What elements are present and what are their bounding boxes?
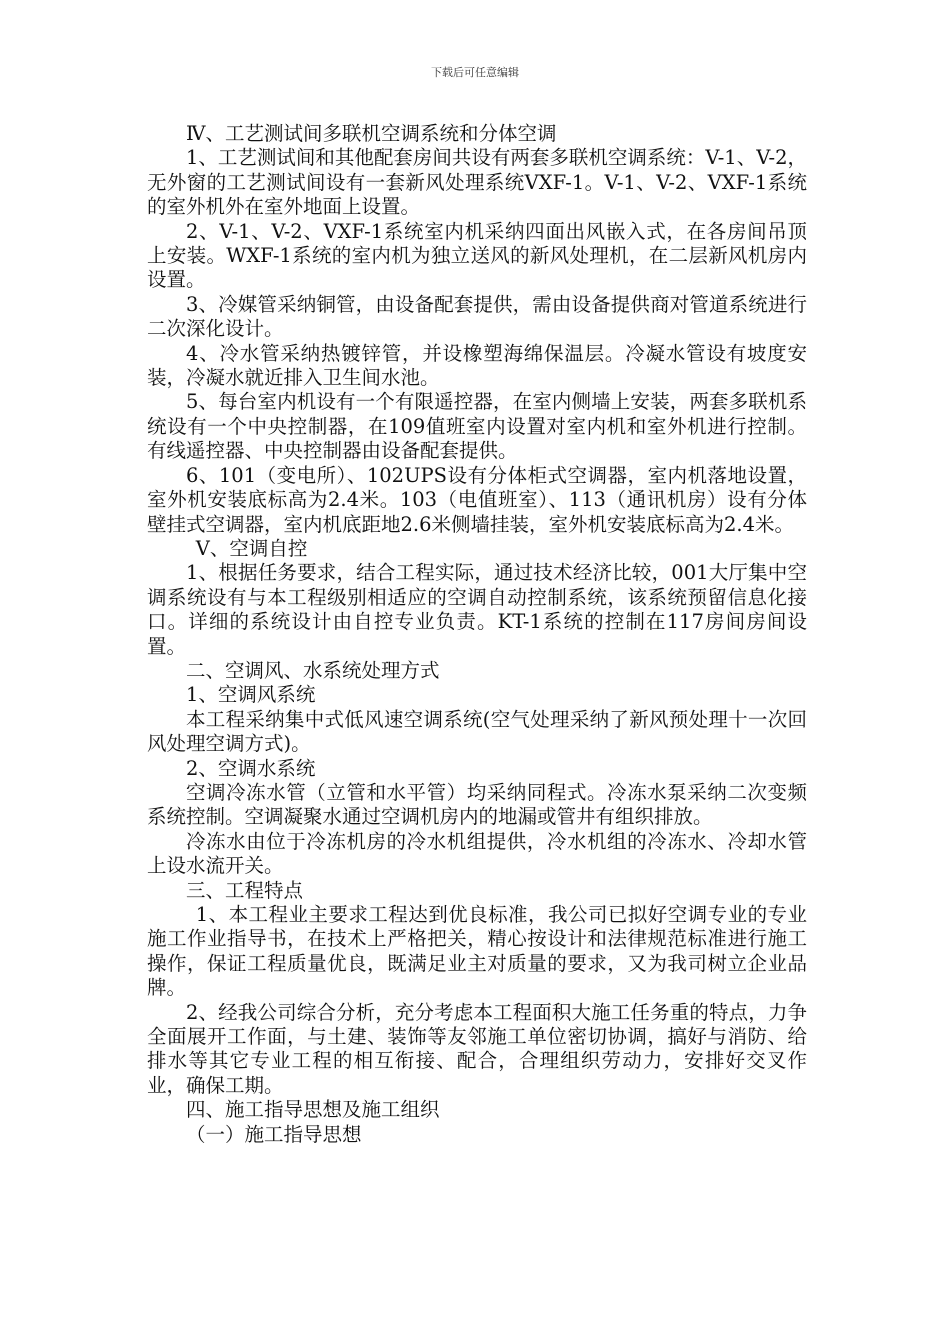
paragraph: 空调冷冻水管（立管和水平管）均采纳同程式。冷冻水泵采纳二次变频系统控制。空调凝聚水通过空调机房内的地漏或管井有组织排放。 bbox=[147, 780, 807, 829]
document-body bbox=[147, 122, 807, 1147]
paragraph: 1、本工程业主要求工程达到优良标准，我公司已拟好空调专业的专业施工作业指导书，在技术上严格把关，精心按设计和法律规范标准进行施工操作，保证工程质量优良，既满足业主对质量的要求，又为我司树立企业品牌。 bbox=[147, 903, 807, 1000]
subsection-heading: （一）施工指导思想 bbox=[186, 1122, 362, 1146]
paragraph: 4、冷水管采纳热镀锌管，并设橡塑海绵保温层。冷凝水管设有坡度安装，冷凝水就近排入卫生间水池。 bbox=[147, 341, 807, 390]
paragraph: 2、V-1、V-2、VXF-1系统室内机采纳四面出风嵌入式，在各房间吊顶上安装。WXF-1系统的室内机为独立送风的新风处理机，在二层新风机房内设置。 bbox=[147, 219, 807, 292]
paragraph: 本工程采纳集中式低风速空调系统(空气处理采纳了新风预处理十一次回风处理空调方式)。 bbox=[147, 707, 807, 756]
section-heading: 三、工程特点 bbox=[186, 878, 304, 902]
paragraph: 3、冷媒管采纳铜管，由设备配套提供，需由设备提供商对管道系统进行二次深化设计。 bbox=[147, 292, 807, 341]
paragraph: 6、101（变电所）、102UPS设有分体柜式空调器，室内机落地设置，室外机安装底标高为2.4米。103（电值班室）、113（通讯机房）设有分体壁挂式空调器，室内机底距地2.6米侧墙挂装，室外机安装底标高为2.4米。 bbox=[147, 463, 807, 536]
subsection-heading: 1、空调风系统 bbox=[186, 683, 316, 707]
heading-v: Ⅴ、空调自控 bbox=[195, 536, 308, 560]
paragraph: 冷冻水由位于冷冻机房的冷水机组提供，冷水机组的冷冻水、冷却水管上设水流开关。 bbox=[147, 829, 807, 878]
paragraph: 1、根据任务要求，结合工程实际，通过技术经济比较，001大厅集中空调系统设有与本工程级别相适应的空调自动控制系统，该系统预留信息化接口。详细的系统设计由自控专业负责。KT-1系统的控制在117房间房间设置。 bbox=[147, 561, 807, 658]
paragraph: 1、工艺测试间和其他配套房间共设有两套多联机空调系统：V-1、V-2，无外窗的工艺测试间设有一套新风处理系统VXF-1。V-1、V-2、VXF-1系统的室外机外在室外地面上设置。 bbox=[147, 146, 807, 219]
section-heading: 二、空调风、水系统处理方式 bbox=[186, 658, 440, 682]
subsection-heading: 2、空调水系统 bbox=[186, 756, 316, 780]
paragraph: 5、每台室内机设有一个有限遥控器，在室内侧墙上安装，两套多联机系统设有一个中央控制器，在109值班室内设置对室内机和室外机进行控制。有线遥控器、中央控制器由设备配套提供。 bbox=[147, 390, 807, 463]
paragraph: 2、经我公司综合分析，充分考虑本工程面积大施工任务重的特点，力争全面展开工作面，与土建、装饰等友邻施工单位密切协调，搞好与消防、给排水等其它专业工程的相互衔接、配合，合理组织劳动力，安排好交叉作业，确保工期。 bbox=[147, 1000, 807, 1097]
page-header: 下载后可任意编辑 bbox=[431, 66, 519, 79]
heading-iv: Ⅳ、工艺测试间多联机空调系统和分体空调 bbox=[186, 122, 557, 145]
section-heading: 四、施工指导思想及施工组织 bbox=[186, 1098, 440, 1122]
